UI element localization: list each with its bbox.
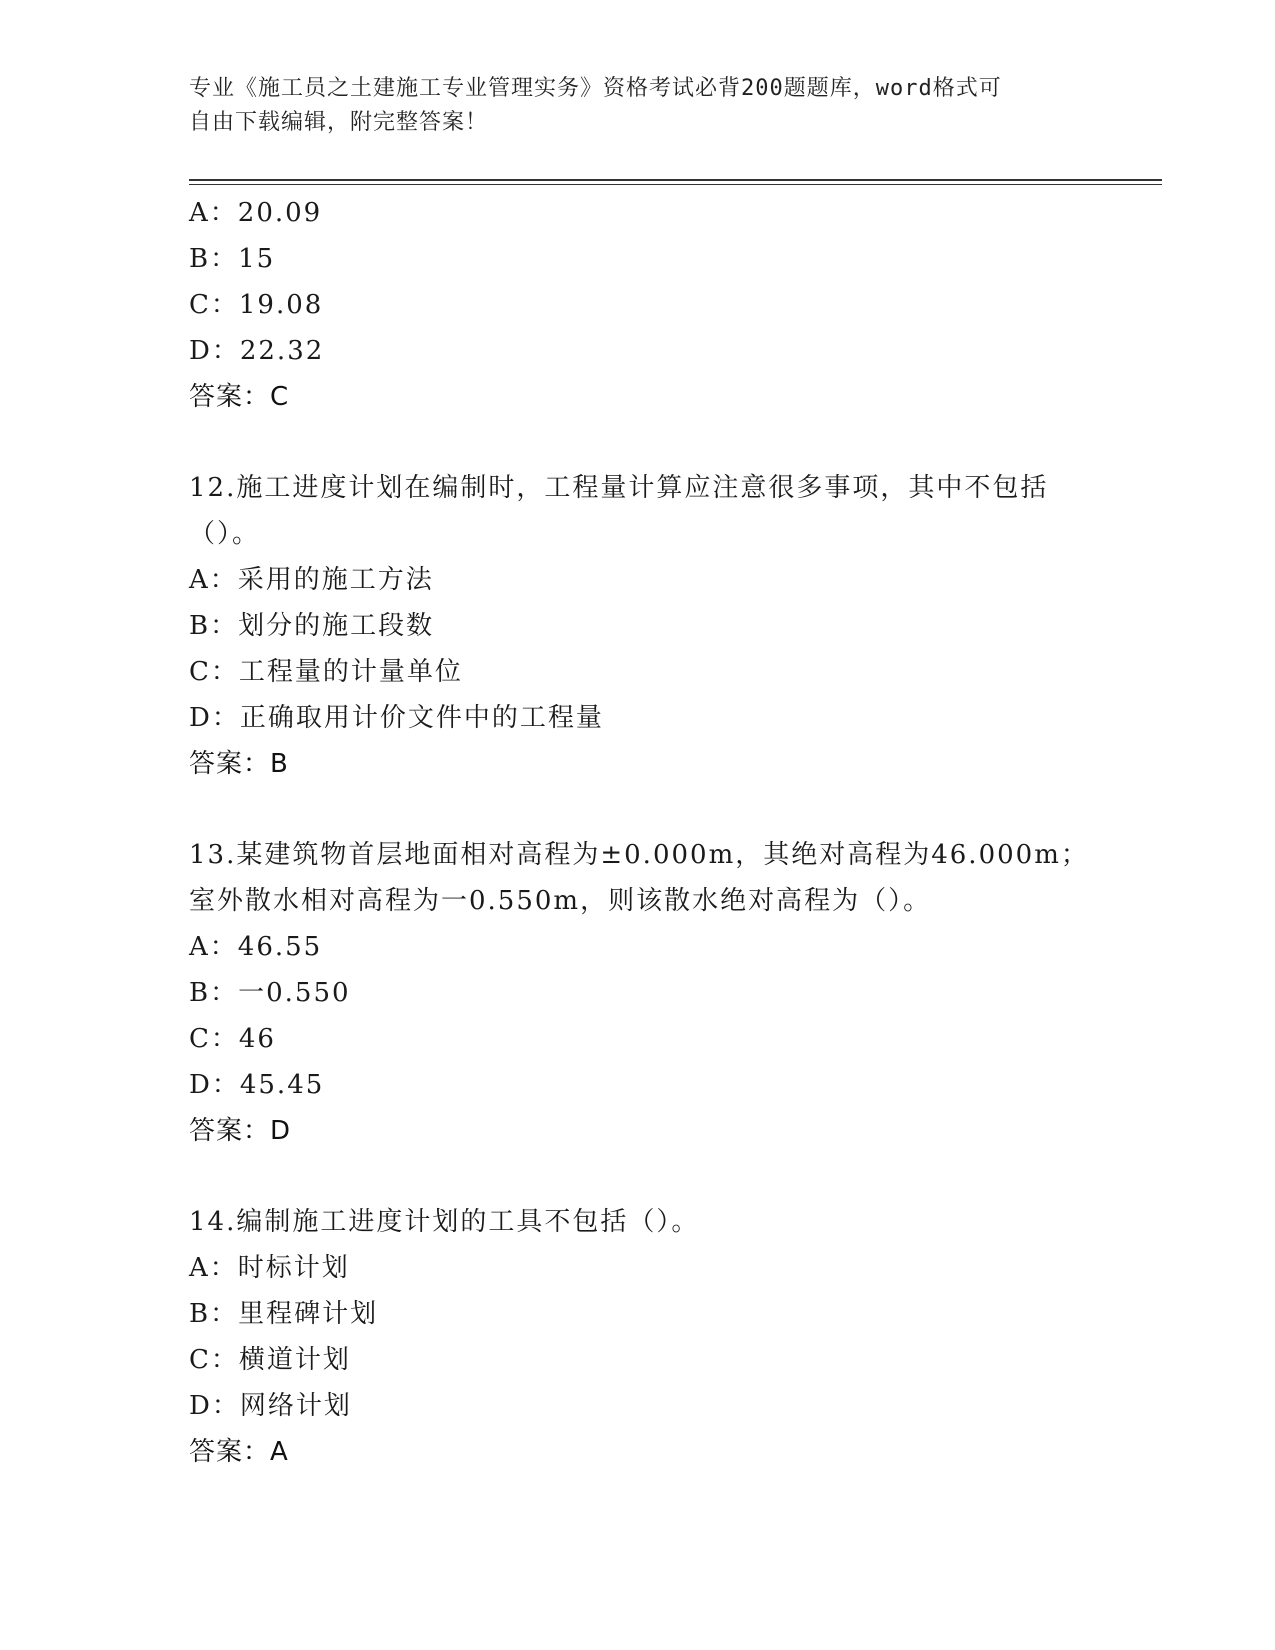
option-c: C：19.08 [189,290,324,320]
option-b: B：里程碑计划 [189,1299,379,1329]
option-c: C：工程量的计量单位 [189,657,463,687]
header-title-line-2: 自由下载编辑，附完整答案！ [189,110,489,135]
option-c: C：横道计划 [189,1345,351,1375]
option-a: A：时标计划 [189,1253,350,1283]
spacer [189,787,1089,832]
question-text: 12.施工进度计划在编制时，工程量计算应注意很多事项，其中不包括 [189,473,1049,503]
answer-line: 答案：B [189,749,289,779]
option-b: B：一0.550 [189,978,351,1008]
header-title-line-1: 专业《施工员之土建施工专业管理实务》资格考试必背200题题库，word格式可 [189,76,1002,101]
answer-line: 答案：D [189,1116,292,1146]
option-d: D：网络计划 [189,1391,352,1421]
option-d: D：正确取用计价文件中的工程量 [189,703,604,733]
question-text: 13.某建筑物首层地面相对高程为±0.000m，其绝对高程为46.000m； [189,840,1089,870]
question-block-12 [189,465,1089,787]
question-text: 14.编制施工进度计划的工具不包括（）。 [189,1207,700,1237]
question-list [189,190,1089,1475]
option-c: C：46 [189,1024,276,1054]
option-d: D：45.45 [189,1070,325,1100]
option-b: B：15 [189,244,276,274]
option-a: A：采用的施工方法 [189,565,434,595]
answer-line: 答案：A [189,1437,289,1467]
spacer [189,420,1089,465]
option-a: A：46.55 [189,932,323,962]
option-b: B：划分的施工段数 [189,611,435,641]
question-text-continued: 室外散水相对高程为一0.550m，则该散水绝对高程为（）。 [189,886,932,916]
option-a: A：20.09 [189,198,323,228]
header-divider [189,179,1162,181]
answer-line: 答案：C [189,382,290,412]
page-header [189,72,1089,140]
spacer [189,1154,1089,1199]
header-divider-thin [189,184,1162,185]
question-block-11 [189,190,1089,420]
question-block-13 [189,832,1089,1154]
option-d: D：22.32 [189,336,325,366]
question-block-14 [189,1199,1089,1475]
question-text-continued: （）。 [189,519,261,549]
